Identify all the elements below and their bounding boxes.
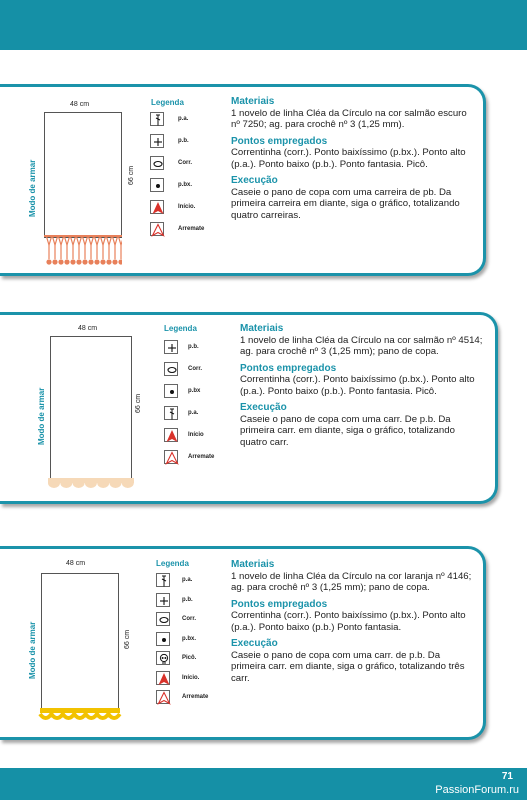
trim-pattern [38,706,122,722]
materiais-text: 1 novelo de linha Cléa da Círculo na cor salmão nº 4514; ag. para crochê nº 3 (1,25 mm); pano de copa. [240,334,483,357]
execucao-text: Caseie o pano de copa com uma carr. De p.b. Da primeira carr. em diante, siga o gráfico, totalizando quatro carr. [240,413,455,448]
pontos-text: Correntinha (corr.). Ponto baixíssimo (p.bx.). Ponto alto (p.a.). Ponto baixo (p.b.) Ponto fantasia. [231,610,466,633]
materiais-text: 1 novelo de linha Cléa da Círculo na cor salmão escuro nº 7250; ag. para crochê nº 3 (1,25 mm). [231,107,467,130]
legend-label: p.b. [188,344,199,350]
modo-de-armar-label: Modo de armar [28,159,37,217]
arremate-icon [156,690,170,704]
width-label: 48 cm [78,325,98,332]
legend-label: p.b. [182,596,193,603]
legend-label: Início. [182,674,200,681]
modo-de-armar-label: Modo de armar [28,621,37,679]
footer-bar [0,768,527,800]
legend-label: p.a. [178,116,189,122]
modo-de-armar-label: Modo de armar [37,387,46,445]
pb-icon [150,134,164,148]
pattern-card-3 [0,546,486,740]
trim-pattern [48,478,134,490]
pbx-icon [164,384,178,398]
legend-label: Início. [178,204,196,210]
legend-title: Legenda [164,324,197,333]
pattern-card-1 [0,84,486,276]
legend-label: Corr. [182,616,197,622]
legend-title: Legenda [156,559,189,568]
legend-label: Início [188,432,204,438]
pbx-icon [150,178,164,192]
execucao-heading: Execução [240,402,287,413]
legend-label: Arremate [182,694,209,700]
pontos-heading: Pontos empregados [231,598,328,610]
legend-label: Picô. [182,655,197,661]
execucao-heading: Execução [231,638,278,649]
legend-label: Corr. [178,160,193,166]
pa-icon [156,573,170,587]
cloth-diagram [50,336,132,481]
pb-icon [156,593,170,607]
pontos-text: Correntinha (corr.). Ponto baixíssimo (p.bx.). Ponto alto (p.a.). Ponto baixo (p.b.). Ponto fantasia. Picô. [240,374,475,397]
arremate-icon [164,450,178,464]
pontos-heading: Pontos empregados [231,135,328,147]
pb-icon [164,340,178,354]
execucao-heading: Execução [231,175,278,186]
pa-icon [150,112,164,126]
legend-label: p.b. [178,138,189,144]
inicio-icon [156,671,170,685]
width-label: 48 cm [66,560,86,567]
materiais-heading: Materiais [231,559,275,570]
cloth-diagram [41,573,119,709]
trim-pattern [44,235,122,267]
corr-icon [156,612,170,626]
corr-icon [164,362,178,376]
materiais-heading: Materiais [231,96,275,107]
execucao-text: Caseie o pano de copa com uma carreira de pb. Da primeira carreira em diante, siga o gráfico, totalizando quatro carreiras. [231,186,460,221]
pontos-heading: Pontos empregados [240,362,337,374]
pico-icon [156,651,170,665]
arremate-icon [150,222,164,236]
legend-label: p.a. [188,410,199,416]
legend-label: Arremate [178,226,205,232]
legend-label: p.bx. [178,182,193,188]
width-label: 48 cm [70,101,90,108]
legend-title: Legenda [151,98,184,107]
legend-label: p.bx. [182,635,197,642]
inicio-icon [164,428,178,442]
height-label: 66 cm [135,393,142,413]
legend-label: p.a. [182,577,193,583]
instructions [240,323,484,453]
pontos-text: Correntinha (corr.). Ponto baixíssimo (p.bx.). Ponto alto (p.a.). Ponto baixo (p.b.). Ponto fantasia. Picô. [231,147,466,170]
pbx-icon [156,632,170,646]
pa-icon [164,406,178,420]
page-number: 71 [501,771,513,782]
top-header-bar [0,0,527,50]
legend-label: Arremate [188,454,215,460]
legend-label: Corr. [188,366,203,372]
inicio-icon [150,200,164,214]
height-label: 66 cm [128,165,135,185]
cloth-diagram [44,112,122,238]
pattern-card-2 [0,312,498,504]
materiais-heading: Materiais [240,323,284,334]
materiais-text: 1 novelo de linha Cléa da Círculo na cor laranja nº 4146; ag. para crochê nº 3 (1,25 mm); pano de copa. [231,570,472,593]
legend-label: p.bx [188,388,201,394]
instructions [231,559,475,689]
execucao-text: Caseie o pano de copa com uma carr. de p.b. Da primeira carr. em diante, siga o gráfico, totalizando três carr. [231,649,465,684]
watermark: PassionForum.ru [435,784,519,796]
instructions [231,96,473,226]
corr-icon [150,156,164,170]
height-label: 66 cm [124,629,131,649]
